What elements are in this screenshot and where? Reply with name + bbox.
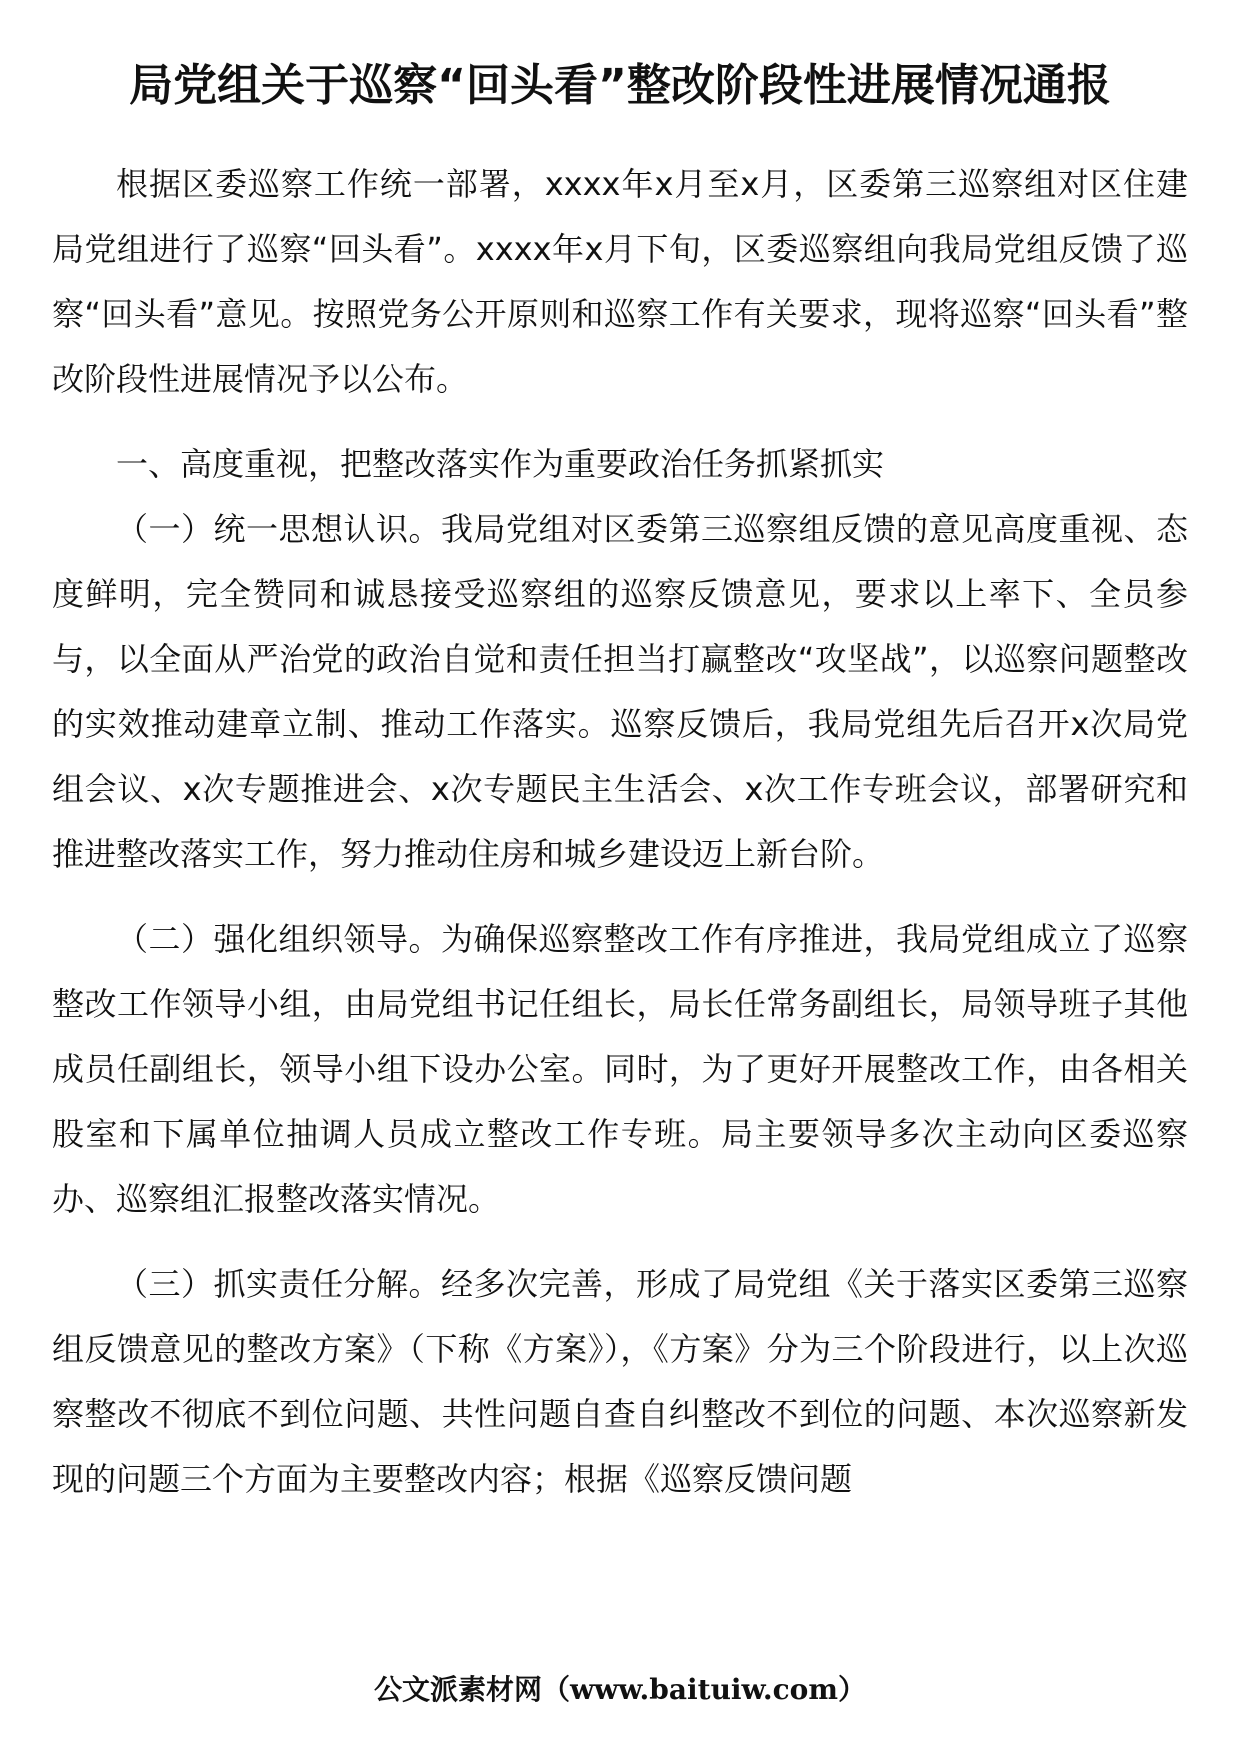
intro-paragraph: 根据区委巡察工作统一部署，xxxx年x月至x月，区委第三巡察组对区住建局党组进行了巡察“回头看”。xxxx年x月下旬，区委巡察组向我局党组反馈了巡察“回头看”意见。按照党务公开原则和巡察工作有关要求，现将巡察“回头看”整改阶段性进展情况予以公布。 bbox=[52, 165, 1188, 398]
footer-source: 公文派素材网（www.baituiw.com） bbox=[374, 1673, 866, 1706]
paragraph-strengthen-leadership: （二）强化组织领导。为确保巡察整改工作有序推进，我局党组成立了巡察整改工作领导小组，由局党组书记任组长，局长任常务副组长，局领导班子其他成员任副组长，领导小组下设办公室。同时，为了更好开展整改工作，由各相关股室和下属单位抽调人员成立整改工作专班。局主要领导多次主动向区委巡察办、巡察组汇报整改落实情况。 bbox=[52, 920, 1188, 1218]
document-title: 局党组关于巡察“回头看”整改阶段性进展情况通报 bbox=[129, 60, 1111, 111]
paragraph-unify-thinking: （一）统一思想认识。我局党组对区委第三巡察组反馈的意见高度重视、态度鲜明，完全赞同和诚恳接受巡察组的巡察反馈意见，要求以上率下、全员参与，以全面从严治党的政治自觉和责任担当打赢整改“攻坚战”，以巡察问题整改的实效推动建章立制、推动工作落实。巡察反馈后，我局党组先后召开x次局党组会议、x次专题推进会、x次专题民主生活会、x次工作专班会议，部署研究和推进整改落实工作，努力推动住房和城乡建设迈上新台阶。 bbox=[52, 510, 1188, 873]
paragraph-responsibility-breakdown: （三）抓实责任分解。经多次完善，形成了局党组《关于落实区委第三巡察组反馈意见的整改方案》（下称《方案》），《方案》分为三个阶段进行，以上次巡察整改不彻底不到位问题、共性问题自查自纠整改不到位的问题、本次巡察新发现的问题三个方面为主要整改内容；根据《巡察反馈问题 bbox=[52, 1265, 1188, 1498]
document-body bbox=[52, 152, 1188, 1512]
section-heading-1: 一、高度重视，把整改落实作为重要政治任务抓紧抓实 bbox=[116, 445, 885, 483]
